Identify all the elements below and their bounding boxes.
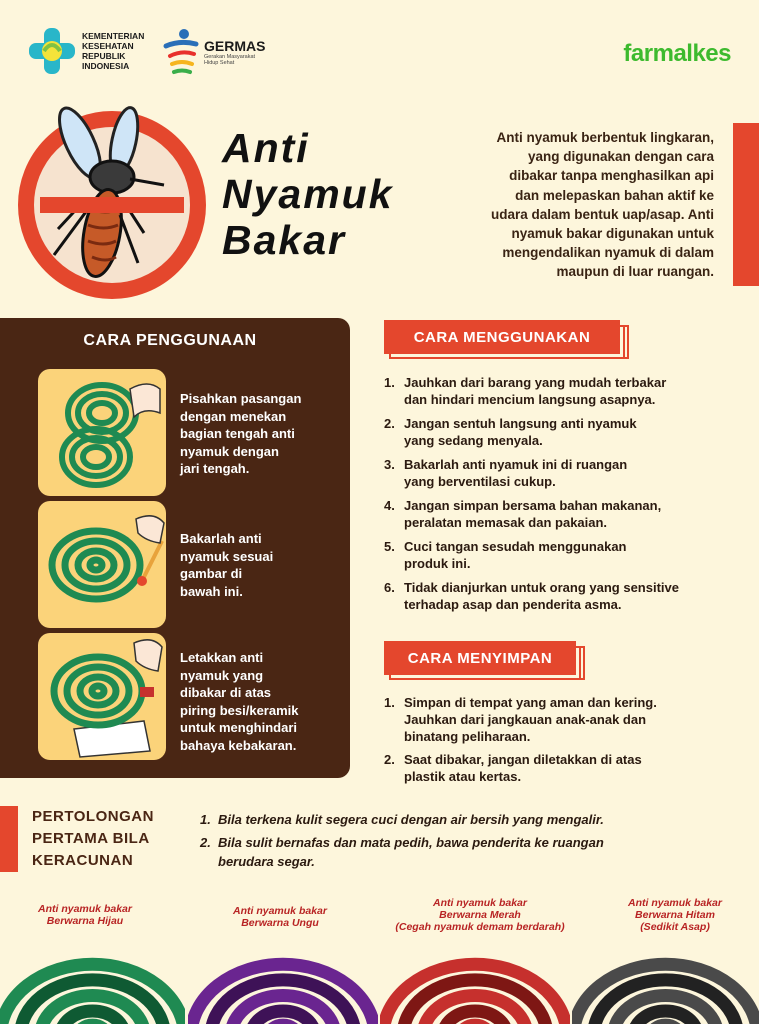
header bbox=[0, 0, 759, 95]
intro-line: dan melepaskan bahan aktif ke bbox=[515, 187, 714, 203]
item-number: 5. bbox=[384, 539, 395, 554]
item-number: 6. bbox=[384, 580, 395, 595]
step-line: gambar di bbox=[180, 566, 243, 581]
item-line: Saat dibakar, jangan diletakkan di atas bbox=[404, 752, 642, 767]
step-line: dibakar di atas bbox=[180, 685, 272, 700]
title-line: PERTAMA BILA bbox=[32, 830, 150, 847]
list-item bbox=[384, 694, 724, 745]
item-line: Simpan di tempat yang aman dan kering. bbox=[404, 695, 657, 710]
title-line: Anti bbox=[222, 125, 310, 171]
germas-tagline: Hidup Sehat bbox=[204, 60, 235, 66]
step-3-text bbox=[180, 649, 330, 754]
step-line: untuk menghindari bbox=[180, 720, 297, 735]
title-line: PERTOLONGAN bbox=[32, 808, 154, 825]
kemkes-cross-icon bbox=[28, 26, 76, 76]
step-2-text bbox=[180, 530, 330, 600]
intro-line: dibakar tanpa menghasilkan api bbox=[509, 168, 714, 184]
label-line: Berwarna Ungu bbox=[241, 917, 319, 929]
first-aid-title bbox=[32, 806, 154, 872]
list-item bbox=[200, 833, 700, 871]
intro-line: udara dalam bentuk uap/asap. Anti bbox=[490, 206, 714, 222]
item-line: berudara segar. bbox=[218, 854, 315, 869]
label-line: (Sedikit Asap) bbox=[640, 921, 710, 933]
item-number: 4. bbox=[384, 498, 395, 513]
storage-list bbox=[384, 694, 724, 785]
item-line: Jangan simpan bersama bahan makanan, bbox=[404, 498, 662, 513]
title-line: KERACUNAN bbox=[32, 852, 134, 869]
item-number: 1. bbox=[384, 695, 395, 710]
label-line: Berwarna Hitam bbox=[635, 909, 715, 921]
item-number: 1. bbox=[200, 812, 211, 827]
list-item bbox=[384, 751, 724, 785]
kemkes-logo bbox=[28, 26, 144, 76]
list-item bbox=[384, 415, 724, 449]
coil-plate-icon bbox=[38, 633, 166, 760]
germas-figure-icon bbox=[162, 28, 200, 76]
item-line: yang berventilasi cukup. bbox=[404, 474, 556, 489]
farmalkes-logo: farmalkes bbox=[623, 40, 731, 67]
coil-separate-icon bbox=[38, 369, 166, 496]
item-number: 2. bbox=[200, 835, 211, 850]
germas-tagline: Gerakan Masyarakat bbox=[204, 54, 256, 60]
label-line: Anti nyamuk bakar bbox=[38, 903, 132, 915]
step-line: Pisahkan pasangan bbox=[180, 391, 302, 406]
step-line: dengan menekan bbox=[180, 408, 287, 424]
item-number: 2. bbox=[384, 416, 395, 431]
step-2-illustration bbox=[38, 501, 166, 628]
list-item bbox=[384, 579, 724, 613]
step-3-illustration bbox=[38, 633, 166, 760]
item-number: 3. bbox=[384, 457, 395, 472]
coil-light-icon bbox=[38, 501, 166, 628]
coil-label-black bbox=[595, 897, 755, 933]
step-line: Bakarlah anti bbox=[180, 531, 262, 546]
step-line: nyamuk sesuai bbox=[180, 548, 274, 564]
usage-panel bbox=[0, 318, 350, 778]
item-line: Jauhkan dari jangkauan anak-anak dan bbox=[404, 712, 647, 727]
label-line: Anti nyamuk bakar bbox=[433, 897, 527, 909]
step-line: nyamuk yang bbox=[180, 667, 264, 683]
title-line: Bakar bbox=[222, 217, 346, 263]
list-item bbox=[384, 456, 724, 490]
step-line: jari tengah. bbox=[180, 461, 250, 476]
item-number: 1. bbox=[384, 375, 395, 390]
step-line: bawah ini. bbox=[180, 583, 243, 599]
step-1-text bbox=[180, 390, 330, 478]
coil-label-red bbox=[375, 897, 585, 933]
first-aid-accent-bar bbox=[0, 806, 18, 872]
intro-line: yang digunakan dengan cara bbox=[527, 149, 714, 165]
label-line: (Cegah nyamuk demam berdarah) bbox=[395, 921, 565, 933]
ministry-line: INDONESIA bbox=[82, 61, 130, 71]
item-line: Bila sulit bernafas dan mata pedih, bawa penderita ke ruangan bbox=[218, 835, 604, 850]
intro-paragraph bbox=[440, 128, 714, 282]
list-item bbox=[384, 374, 724, 408]
item-line: Cuci tangan sesudah menggunakan bbox=[404, 539, 627, 554]
germas-name: GERMAS bbox=[204, 38, 266, 54]
coil-label-green bbox=[5, 903, 165, 927]
purple-coil-icon bbox=[188, 938, 378, 1024]
intro-line: Anti nyamuk berbentuk lingkaran, bbox=[496, 130, 714, 145]
item-line: Tidak dianjurkan untuk orang yang sensitive bbox=[404, 580, 679, 595]
item-line: Bakarlah anti nyamuk ini di ruangan bbox=[404, 457, 628, 472]
item-line: Jangan sentuh langsung anti nyamuk bbox=[404, 416, 637, 431]
item-line: peralatan memasak dan pakaian. bbox=[404, 515, 608, 530]
germas-logo bbox=[162, 28, 265, 76]
label-line: Berwarna Hijau bbox=[46, 915, 124, 927]
page-title bbox=[222, 125, 394, 263]
green-coil-icon bbox=[0, 938, 185, 1024]
black-coil-icon bbox=[572, 938, 759, 1024]
intro-line: mengendalikan nyamuk di dalam bbox=[502, 245, 714, 261]
no-mosquito-sign-icon bbox=[12, 105, 212, 305]
usage-title: CARA PENGGUNAAN bbox=[83, 332, 257, 349]
item-line: binatang peliharaan. bbox=[404, 729, 531, 744]
intro-line: nyamuk bakar digunakan untuk bbox=[511, 226, 714, 242]
title-line: Nyamuk bbox=[222, 171, 394, 217]
ministry-line: KESEHATAN bbox=[82, 41, 134, 51]
list-item bbox=[200, 810, 700, 829]
step-line: bagian tengah anti bbox=[180, 426, 295, 441]
how-to-use-title: CARA MENGGUNAKAN bbox=[384, 320, 620, 354]
step-line: bahaya kebakaran. bbox=[180, 737, 297, 753]
item-line: produk ini. bbox=[404, 556, 471, 571]
ministry-line: KEMENTERIAN bbox=[82, 31, 145, 41]
item-line: terhadap asap dan penderita asma. bbox=[404, 597, 622, 612]
list-item bbox=[384, 538, 724, 572]
step-line: nyamuk dengan bbox=[180, 443, 279, 459]
label-line: Berwarna Merah bbox=[439, 909, 521, 921]
step-line: Letakkan anti bbox=[180, 650, 264, 665]
ministry-line: REPUBLIK bbox=[82, 51, 126, 61]
label-line: Anti nyamuk bakar bbox=[628, 897, 722, 909]
first-aid-list bbox=[200, 810, 700, 875]
how-to-use-list bbox=[384, 374, 724, 613]
step-line: piring besi/keramik bbox=[180, 702, 299, 718]
intro-line: maupun di luar ruangan. bbox=[556, 264, 714, 280]
item-line: Jauhkan dari barang yang mudah terbakar bbox=[404, 375, 667, 390]
item-line: yang sedang menyala. bbox=[404, 433, 543, 448]
red-coil-icon bbox=[380, 938, 570, 1024]
item-line: plastik atau kertas. bbox=[404, 769, 522, 784]
item-line: dan hindari mencium langsung asapnya. bbox=[404, 392, 656, 407]
list-item bbox=[384, 497, 724, 531]
accent-bar bbox=[733, 123, 759, 286]
item-line: Bila terkena kulit segera cuci dengan air bersih yang mengalir. bbox=[218, 812, 604, 827]
label-line: Anti nyamuk bakar bbox=[233, 905, 327, 917]
step-1-illustration bbox=[38, 369, 166, 496]
coil-label-purple bbox=[200, 905, 360, 929]
storage-title: CARA MENYIMPAN bbox=[384, 641, 576, 675]
item-number: 2. bbox=[384, 752, 395, 767]
